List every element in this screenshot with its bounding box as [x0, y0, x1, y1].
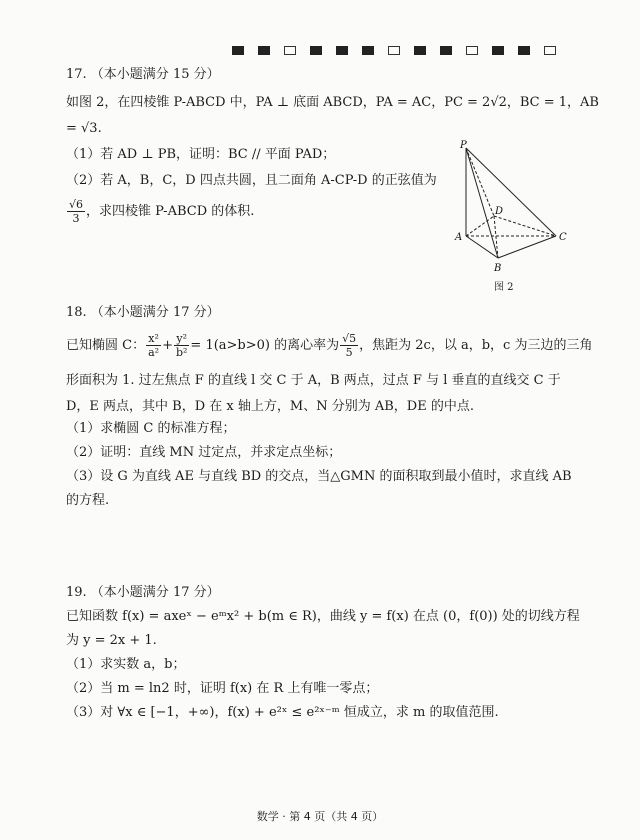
- exam-mark-filled: [258, 46, 270, 55]
- label-P: P: [460, 140, 467, 151]
- q19-part3: （3）对 ∀x ∈ [−1，+∞)，f(x) + e²ˣ ≤ e²ˣ⁻ᵐ 恒成立，求 m 的取值范围.: [66, 705, 499, 720]
- label-D: D: [495, 206, 504, 217]
- exam-mark-filled: [414, 46, 426, 55]
- q18-part3: （3）设 G 为直线 AE 与直线 BD 的交点，当△GMN 的面积取到最小值时，求直线 AB: [66, 469, 572, 484]
- q17-fraction: $\frac{√6}{3}$: [69, 198, 84, 225]
- q17-header: 17. （本小题满分 15 分）: [66, 67, 220, 82]
- exam-mark-filled: [232, 46, 244, 55]
- ellipse-frac-y: $\frac{\text{y²}}{\text{b²}}$: [175, 332, 188, 359]
- edge-PC: [466, 148, 556, 236]
- exam-mark-filled: [440, 46, 452, 55]
- q18-part3-tail: 的方程.: [66, 493, 110, 508]
- edge-AB: [466, 236, 498, 258]
- exam-mark-outline: [284, 46, 296, 55]
- pyramid-figure: [448, 140, 578, 276]
- page-footer: 数学 · 第 4 页（共 4 页）: [256, 810, 384, 823]
- edge-DC: [494, 216, 556, 236]
- q19-part2: （2）当 m = ln2 时，证明 f(x) 在 R 上有唯一零点；: [66, 681, 379, 696]
- q19-stem-line1: 已知函数 f(x) = axeˣ − eᵐx² + b(m ∈ R)，曲线 y = f(x) 在点 (0，f(0)) 处的切线方程: [66, 609, 580, 624]
- q18-part2: （2）证明：直线 MN 过定点，并求定点坐标；: [66, 445, 342, 460]
- exam-mark-filled: [492, 46, 504, 55]
- label-B: B: [494, 263, 502, 274]
- exam-mark-filled: [362, 46, 374, 55]
- eccentricity-frac: $\frac{√5}{5}$: [342, 332, 357, 359]
- edge-BC: [498, 236, 556, 258]
- exam-code-marks: [232, 46, 556, 55]
- q19-part1: （1）求实数 a，b；: [66, 657, 186, 672]
- q18-stem-line2: 形面积为 1. 过左焦点 F 的直线 l 交 C 于 A，B 两点，过点 F 与 l 垂直的直线交 C 于: [66, 373, 561, 388]
- q17-part2: （2）若 A，B，C，D 四点共圆，且二面角 A-CP-D 的正弦值为: [66, 173, 437, 188]
- label-C: C: [559, 232, 567, 243]
- q18-header: 18. （本小题满分 17 分）: [66, 305, 220, 320]
- edge-AD: [466, 216, 494, 236]
- exam-mark-filled: [518, 46, 530, 55]
- q19-stem-line2: 为 y = 2x + 1.: [66, 633, 157, 648]
- q17-stem-line1: 如图 2，在四棱锥 P-ABCD 中，PA ⊥ 底面 ABCD，PA = AC，PC = 2√2，BC = 1，AB: [66, 95, 599, 110]
- exam-mark-outline: [466, 46, 478, 55]
- exam-mark-outline: [388, 46, 400, 55]
- exam-mark-filled: [310, 46, 322, 55]
- q17-part2-cont: $\frac{√6}{3}$ ，求四棱锥 P-ABCD 的体积.: [69, 198, 255, 225]
- figure-caption: 图 2: [494, 282, 514, 293]
- q17-stem-line2: = √3.: [66, 121, 102, 136]
- exam-mark-outline: [544, 46, 556, 55]
- q17-part1: （1）若 AD ⊥ PB，证明：BC // 平面 PAD；: [66, 147, 336, 162]
- edge-PD: [466, 148, 494, 216]
- q18-stem-line1: 已知椭圆 C： $\frac{\text{x²}}{\text{a²}}$ + $\frac{\text{y²}}{\text{b²}}$ = 1(a>b>0) 的离心率为 $\frac{√5}{5}$ ，焦距为 2c，以 a，b，c 为三边的三角: [66, 332, 593, 359]
- edge-PB: [466, 148, 498, 258]
- exam-mark-filled: [336, 46, 348, 55]
- ellipse-frac-x: $\frac{\text{x²}}{\text{a²}}$: [148, 332, 160, 359]
- q18-stem-line3: D，E 两点，其中 B，D 在 x 轴上方，M、N 分别为 AB，DE 的中点.: [66, 399, 474, 414]
- label-A: A: [455, 232, 463, 243]
- q19-header: 19. （本小题满分 17 分）: [66, 585, 220, 600]
- q18-part1: （1）求椭圆 C 的标准方程；: [66, 421, 236, 436]
